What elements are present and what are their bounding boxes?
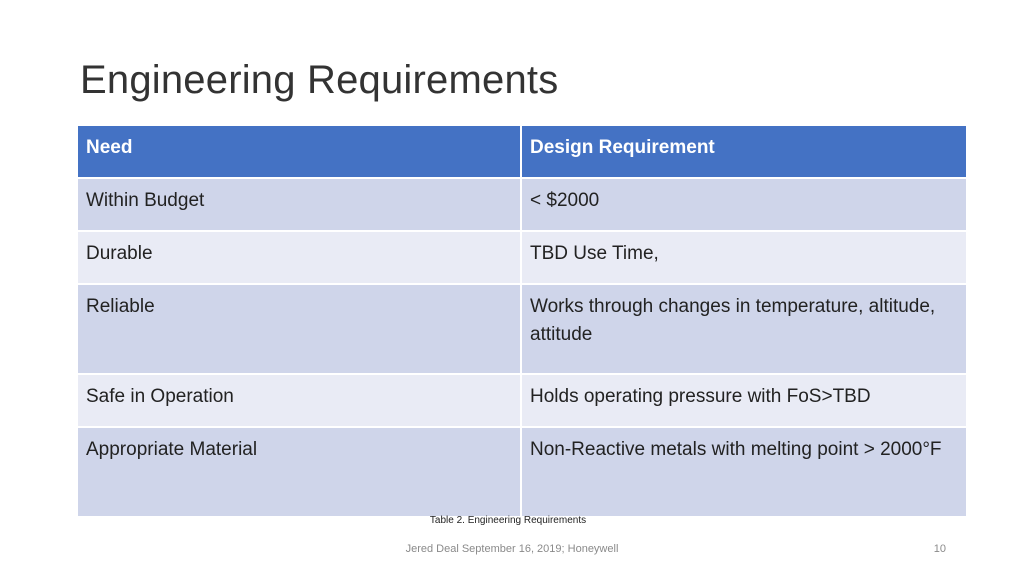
table-caption: Table 2. Engineering Requirements bbox=[429, 515, 587, 526]
table-row bbox=[77, 284, 967, 374]
need-cell: Appropriate Material bbox=[77, 427, 521, 517]
need-cell: Durable bbox=[77, 231, 521, 284]
table-header-row bbox=[77, 125, 967, 178]
slide-footer: Jered Deal September 16, 2019; Honeywell bbox=[405, 543, 619, 555]
table-row bbox=[77, 231, 967, 284]
table-row bbox=[77, 178, 967, 231]
requirement-cell: < $2000 bbox=[521, 178, 967, 231]
need-cell: Reliable bbox=[77, 284, 521, 374]
header-need: Need bbox=[77, 125, 521, 178]
requirement-cell: Works through changes in temperature, altitude, attitude bbox=[521, 284, 967, 374]
page-number: 10 bbox=[933, 543, 946, 555]
requirement-cell: Holds operating pressure with FoS>TBD bbox=[521, 374, 967, 427]
need-cell: Safe in Operation bbox=[77, 374, 521, 427]
slide-title: Engineering Requirements bbox=[80, 58, 559, 102]
table-row bbox=[77, 374, 967, 427]
need-cell: Within Budget bbox=[77, 178, 521, 231]
table-row bbox=[77, 427, 967, 517]
header-design-requirement: Design Requirement bbox=[521, 125, 967, 178]
requirement-cell: Non-Reactive metals with melting point > 2000°F bbox=[521, 427, 967, 517]
requirements-table bbox=[76, 124, 968, 518]
requirement-cell: TBD Use Time, bbox=[521, 231, 967, 284]
